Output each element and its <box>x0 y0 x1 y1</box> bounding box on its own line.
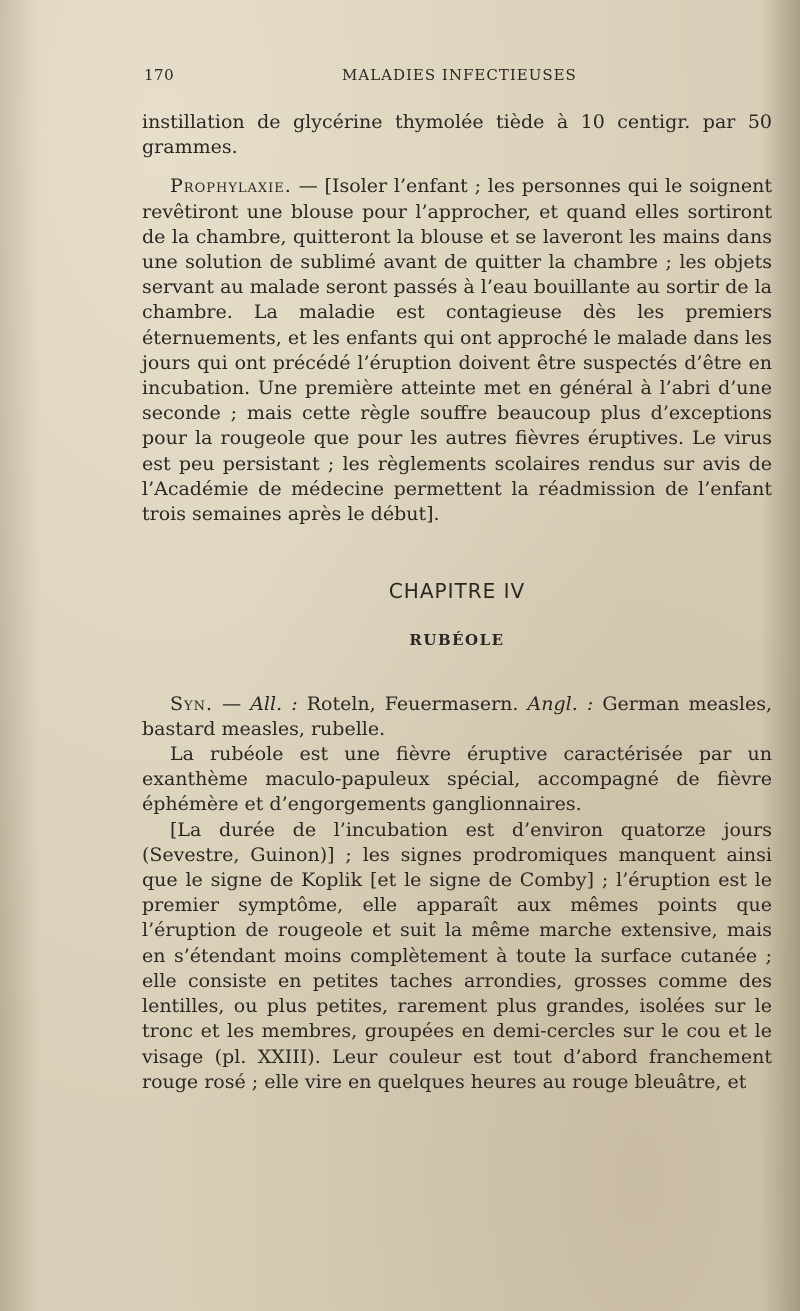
running-head <box>142 66 772 90</box>
paragraph-continuation: instillation de glycérine thymolée tiède à 10 centigr. par 50 grammes. <box>142 111 772 159</box>
paragraph-prophylaxie <box>142 174 772 527</box>
chapter-subheading: RUBÉOLE <box>409 631 505 650</box>
body-text <box>142 110 772 1095</box>
paragraph-incubation: [La durée de l’incubation est d’environ quatorze jours (Sevestre, Guinon)] ; les signes prodromiques manquent ainsi que le signe de Koplik [et le signe de Comby] ; l’éruption est le premier symptôme, elle apparaît aux mêmes points que l’éruption de rougeole et suit la même marche extensive, mais en s’étendant moins complètement à toute la surface cutanée ; elle consiste en petites taches arrondies, grosses comme des lentilles, ou plus petites, rarement plus grandes, isolées sur le tronc et les membres, groupées en demi-cercles sur le cou et le visage (pl. XXIII). Leur couleur est tout d’abord franchement rouge rosé ; elle vire en quelques heures au rouge bleuâtre, et <box>142 818 772 1093</box>
syn-angl-label: Angl. : <box>527 692 594 715</box>
syn-lead: Syn. <box>170 692 214 715</box>
chapter-heading: CHAPITRE IV <box>388 579 526 604</box>
page-number: 170 <box>144 66 175 84</box>
prophylaxie-body: — [Isoler l’enfant ; les personnes qui le soignent revêtiront une blouse pour l’approcher, et quand elles sortiront de la chambre, quitteront la blouse et se laveront les mains dans une solution de sublimé avant de quitter la chambre ; les objets servant au malade seront passés à l’eau bouillante au sortir de la chambre. La maladie est contagieuse dès les premiers éternuements, et les enfants qui ont approché le malade dans les jours qui ont précédé l’éruption doivent être suspectés d’être en incubation. Une première atteinte met en général à l’abri d’une seconde ; mais cette règle souffre beaucoup plus d’exceptions pour la rougeole que pour les autres fièvres éruptives. Le virus est peu persistant ; les règlements scolaires rendus sur avis de l’Académie de médecine permettent la réadmission de l’enfant trois semaines après le début]. <box>142 175 772 526</box>
syn-all-label: All. : <box>250 692 298 715</box>
syn-dash: — <box>213 692 251 715</box>
paragraph-synonyms <box>142 692 772 742</box>
paragraph-definition: La rubéole est une fièvre éruptive caractérisée par un exanthème maculo-papuleux spécial, accompagné de fièvre éphémère et d’engorgements ganglionnaires. <box>142 743 772 816</box>
running-title: MALADIES INFECTIEUSES <box>342 66 577 84</box>
prophylaxie-lead: Prophylaxie. <box>170 175 292 198</box>
syn-all-terms: Roteln, Feuermasern. <box>297 692 528 715</box>
syn-angl-terms: German measles, bastard measles, rubelle. <box>142 692 772 740</box>
